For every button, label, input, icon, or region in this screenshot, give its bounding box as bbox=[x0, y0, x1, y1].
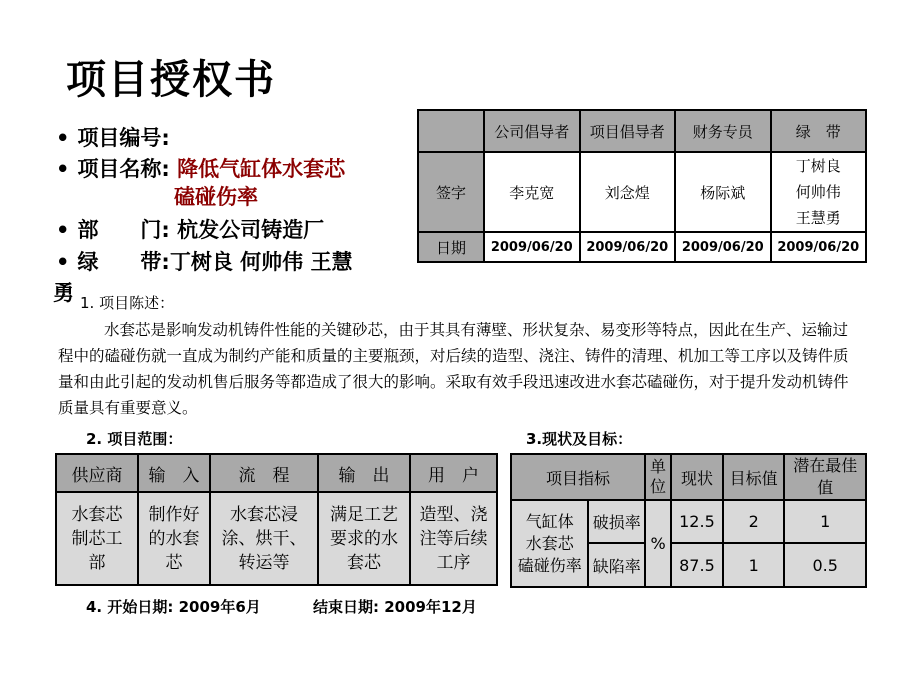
header-cell: 财务专员 bbox=[675, 110, 771, 152]
cell-line: 满足工艺 bbox=[330, 504, 398, 525]
scope-cell bbox=[210, 492, 318, 585]
current-cell: 87.5 bbox=[671, 543, 723, 587]
date-cell: 2009/06/20 bbox=[484, 232, 580, 262]
scope-cell bbox=[56, 492, 138, 585]
cell-line: 磕碰伤率 bbox=[517, 555, 582, 575]
cell-line: 水套芯 bbox=[525, 533, 574, 553]
cell-line: 值 bbox=[817, 478, 834, 497]
cell-line: 的水套 bbox=[148, 528, 200, 549]
header-cell bbox=[645, 454, 671, 500]
header-cell: 输 入 bbox=[138, 454, 210, 492]
header-cell bbox=[418, 110, 484, 152]
green-belt-value: 丁树良 何帅伟 王慧 bbox=[169, 250, 353, 274]
target-cell: 2 bbox=[723, 500, 785, 543]
cell-line: 气缸体 bbox=[525, 511, 574, 531]
department-label: 部 门: bbox=[77, 218, 170, 242]
signer-name: 丁树良 bbox=[795, 157, 841, 175]
cell-line: 涂、烘干、 bbox=[221, 528, 307, 549]
header-cell: 输 出 bbox=[318, 454, 410, 492]
metric-cell: 缺陷率 bbox=[588, 543, 645, 587]
description-heading: 1. 项目陈述： bbox=[80, 294, 175, 312]
bullet-icon: • bbox=[56, 250, 70, 274]
table-row bbox=[511, 454, 866, 500]
scope-cell bbox=[410, 492, 497, 585]
page-title: 项目授权书 bbox=[66, 57, 276, 103]
green-belt-row-wrap bbox=[53, 277, 74, 307]
cell-line: 芯 bbox=[165, 552, 183, 573]
status-target-table bbox=[510, 453, 867, 588]
current-cell: 12.5 bbox=[671, 500, 723, 543]
project-name-row bbox=[56, 153, 345, 183]
header-cell: 目标值 bbox=[723, 454, 785, 500]
green-belt-value-wrap: 勇 bbox=[53, 281, 74, 305]
project-scope-table bbox=[55, 453, 498, 586]
signer-cell: 李克宽 bbox=[484, 152, 580, 232]
cell-line: 部 bbox=[88, 552, 106, 573]
date-cell: 2009/06/20 bbox=[580, 232, 676, 262]
cell-line: 要求的水 bbox=[330, 528, 398, 549]
table-row bbox=[418, 110, 866, 152]
start-date-value: 2009年6月 bbox=[178, 598, 261, 616]
cell-line: 潜在最佳 bbox=[793, 456, 858, 475]
project-name-value-2: 磕碰伤率 bbox=[174, 185, 258, 209]
cell-line: 单 bbox=[650, 457, 667, 476]
project-number-row bbox=[56, 122, 170, 152]
cell-line: 工序 bbox=[436, 552, 471, 573]
header-cell bbox=[784, 454, 866, 500]
bullet-icon: • bbox=[56, 126, 70, 150]
bullet-icon: • bbox=[56, 218, 70, 242]
date-cell: 2009/06/20 bbox=[771, 232, 867, 262]
header-cell: 流 程 bbox=[210, 454, 318, 492]
cell-line: 位 bbox=[650, 477, 667, 496]
item-cell bbox=[511, 500, 588, 587]
green-belt-label: 绿 带: bbox=[77, 250, 170, 274]
project-name-value: 降低气缸体水套芯 bbox=[177, 157, 346, 181]
description-text: 水套芯是影响发动机铸件性能的关键砂芯，由于其具有薄壁、形状复杂、易变形等特点，因此在生产、运输过程中的磕碰伤就一直成为制约产能和质量的主要瓶颈，对后续的造型、浇注、铸件的清理、机加工等工序以及铸件质量和由此引起的发动机售后服务等都造成了很大的影响。采取有效手段迅速改进水套芯磕碰伤，对于提升发动机铸件质量具有重要意义。 bbox=[58, 321, 849, 417]
header-cell: 现状 bbox=[671, 454, 723, 500]
table-row bbox=[418, 232, 866, 262]
metric-cell: 破损率 bbox=[588, 500, 645, 543]
project-number-label: 项目编号: bbox=[77, 126, 170, 150]
table-row bbox=[56, 454, 497, 492]
project-dates bbox=[86, 596, 477, 617]
cell-line: 水套芯浸 bbox=[230, 504, 298, 525]
end-date-value: 2009年12月 bbox=[384, 598, 477, 616]
sign-label-cell: 签字 bbox=[418, 152, 484, 232]
green-belt-signers-cell bbox=[771, 152, 867, 232]
header-cell: 项目指标 bbox=[511, 454, 645, 500]
signer-cell: 杨际斌 bbox=[675, 152, 771, 232]
scope-title: 2. 项目范围： bbox=[86, 430, 183, 448]
cell-line: 造型、浇 bbox=[419, 504, 488, 525]
cell-line: 注等后续 bbox=[419, 528, 488, 549]
scope-cell bbox=[318, 492, 410, 585]
cell-line: 制芯工 bbox=[71, 528, 123, 549]
start-date-label: 4. 开始日期: bbox=[86, 598, 174, 616]
target-cell: 1 bbox=[723, 543, 785, 587]
signer-name: 何帅伟 bbox=[795, 183, 841, 201]
project-name-row-2 bbox=[174, 181, 258, 211]
green-belt-row bbox=[56, 246, 352, 276]
best-cell: 0.5 bbox=[784, 543, 866, 587]
table-row bbox=[418, 152, 866, 232]
cell-line: 水套芯 bbox=[71, 504, 123, 525]
unit-cell: % bbox=[645, 500, 671, 587]
department-row bbox=[56, 214, 324, 244]
best-cell: 1 bbox=[784, 500, 866, 543]
project-name-label: 项目名称: bbox=[77, 157, 170, 181]
cell-line: 转运等 bbox=[238, 552, 290, 573]
signer-name: 王慧勇 bbox=[795, 209, 841, 227]
header-cell: 绿 带 bbox=[771, 110, 867, 152]
end-date-label: 结束日期: bbox=[313, 598, 380, 616]
cell-line: 套芯 bbox=[347, 552, 381, 573]
cell-line: 制作好 bbox=[148, 504, 200, 525]
bullet-icon: • bbox=[56, 157, 70, 181]
header-cell: 公司倡导者 bbox=[484, 110, 580, 152]
table-row bbox=[511, 500, 866, 543]
department-value: 杭发公司铸造厂 bbox=[177, 218, 325, 242]
header-cell: 供应商 bbox=[56, 454, 138, 492]
status-title: 3.现状及目标： bbox=[526, 430, 633, 448]
scope-cell bbox=[138, 492, 210, 585]
signer-cell: 刘念煌 bbox=[580, 152, 676, 232]
table-row bbox=[56, 492, 497, 585]
authorization-sign-table bbox=[417, 109, 867, 263]
date-cell: 2009/06/20 bbox=[675, 232, 771, 262]
header-cell: 用 户 bbox=[410, 454, 497, 492]
date-label-cell: 日期 bbox=[418, 232, 484, 262]
header-cell: 项目倡导者 bbox=[580, 110, 676, 152]
